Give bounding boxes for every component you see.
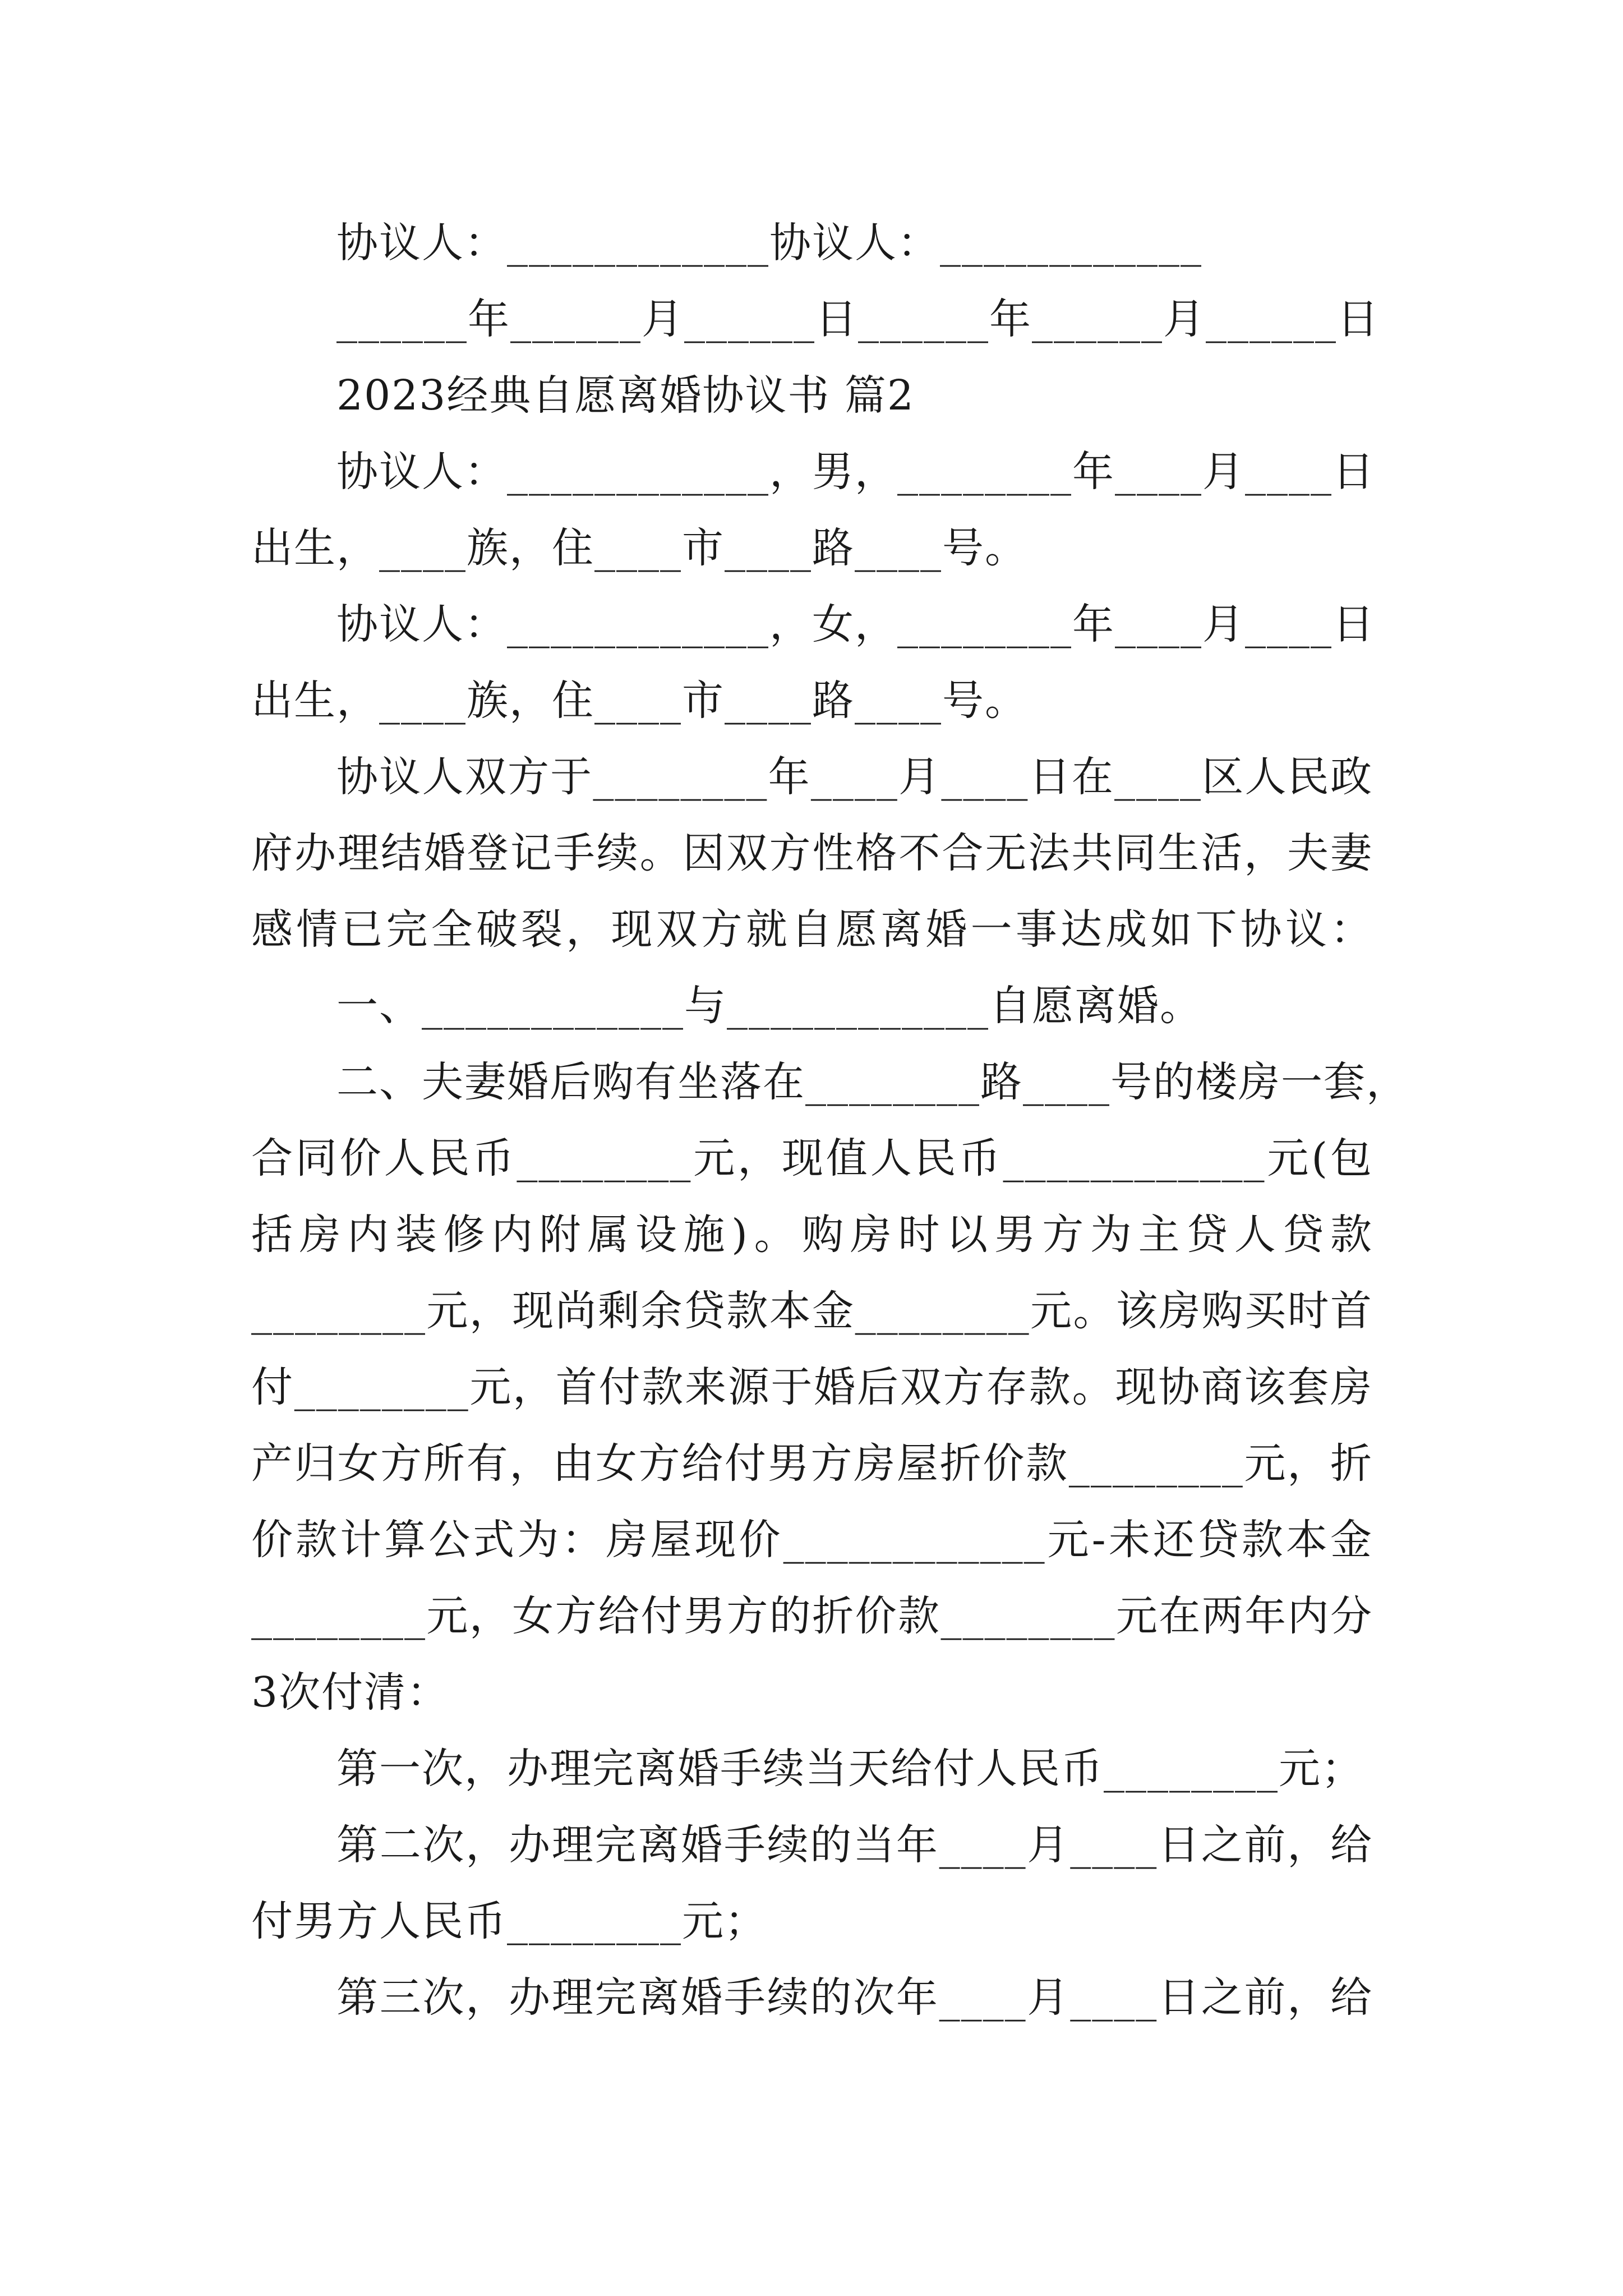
clause-one: 一、____________与____________自愿离婚。 bbox=[336, 982, 1202, 1030]
preamble-line-2: 府办理结婚登记手续。因双方性格不合无法共同生活，夫妻 bbox=[251, 829, 1373, 877]
clause-two-line-5: 付________元，首付款来源于婚后双方存款。现协商该套房 bbox=[251, 1363, 1373, 1411]
signature-line-parties: 协议人：____________协议人：____________ bbox=[336, 219, 1202, 267]
payment-third-line-1: 第三次，办理完离婚手续的次年____月____日之前，给 bbox=[336, 1973, 1373, 2022]
payment-second-line-1: 第二次，办理完离婚手续的当年____月____日之前，给 bbox=[336, 1821, 1373, 1869]
payment-first: 第一次，办理完离婚手续当天给付人民币________元； bbox=[336, 1745, 1364, 1793]
agreement-text bbox=[251, 205, 1409, 2036]
clause-two-line-2: 合同价人民币________元，现值人民币____________元(包 bbox=[251, 1134, 1373, 1182]
signature-line-dates: ______年______月______日______年______月______日 bbox=[336, 295, 1380, 343]
clause-two-line-6: 产归女方所有，由女方给付男方房屋折价款________元，折 bbox=[251, 1439, 1373, 1488]
clause-two-line-8: ________元，女方给付男方的折价款________元在两年内分 bbox=[251, 1592, 1373, 1640]
party-one-line-1: 协议人：____________，男，________年____月____日 bbox=[336, 448, 1375, 496]
clause-two-line-3: 括房内装修内附属设施)。购房时以男方为主贷人贷款 bbox=[251, 1211, 1373, 1259]
party-two-line-2: 出生，____族，住____市____路____号。 bbox=[251, 677, 1027, 725]
section-title: 2023经典自愿离婚协议书 篇2 bbox=[336, 371, 915, 420]
party-two-line-1: 协议人：____________，女，________年____月____日 bbox=[336, 600, 1375, 648]
clause-two-line-1: 二、夫妻婚后购有坐落在________路____号的楼房一套， bbox=[336, 1058, 1409, 1106]
clause-two-line-4: ________元，现尚剩余贷款本金________元。该房购买时首 bbox=[251, 1287, 1373, 1335]
preamble-line-3: 感情已完全破裂，现双方就自愿离婚一事达成如下协议： bbox=[251, 905, 1373, 954]
clause-two-line-9: 3次付清： bbox=[251, 1668, 450, 1717]
payment-second-line-2: 付男方人民币________元； bbox=[251, 1897, 767, 1945]
preamble-line-1: 协议人双方于________年____月____日在____区人民政 bbox=[336, 753, 1373, 801]
party-one-line-2: 出生，____族，住____市____路____号。 bbox=[251, 524, 1027, 572]
clause-two-line-7: 价款计算公式为：房屋现价____________元-未还贷款本金 bbox=[251, 1516, 1373, 1564]
